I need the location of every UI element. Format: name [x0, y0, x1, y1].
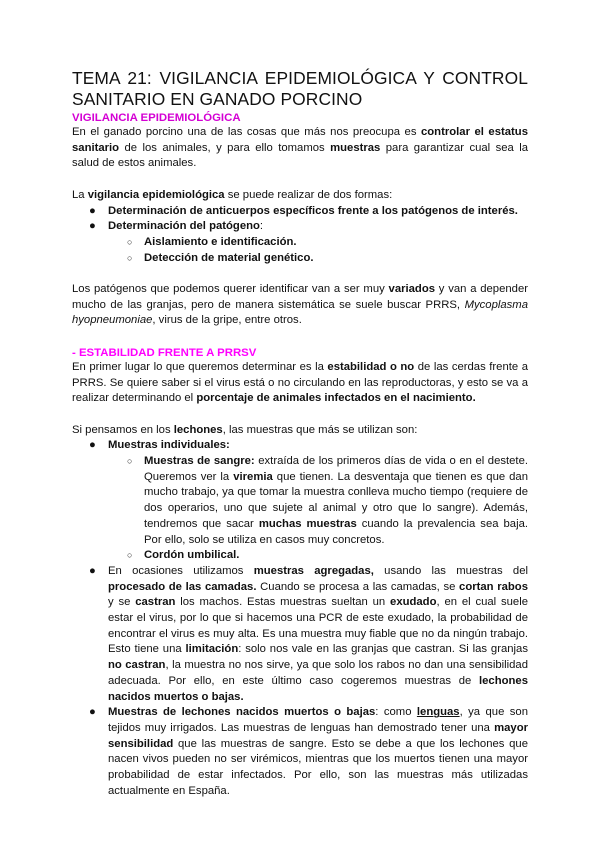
text: , en el cual suele estar el virus, por lo que si hacemos una PCR de este exudado, la probabilidad de encontrar el virus es muy alta. Es una muestra muy fiable que no da ningún trabajo. Esto tiene una [108, 596, 528, 656]
bold-text: controlar el estatus sanitario [72, 126, 528, 154]
bullet-list-formas [72, 204, 528, 267]
bold-text: Muestras individuales: [108, 439, 230, 452]
bold-text: porcentaje de animales infectados en el nacimiento. [196, 392, 476, 405]
bold-text: vigilancia epidemiológica [87, 188, 225, 201]
text: En el ganado porcino una de las cosas que más nos preocupa es [72, 126, 421, 138]
text: para garantizar cual sea la salud de estos animales. [72, 141, 529, 170]
bold-text: limitación [185, 643, 239, 656]
italic-text: Mycoplasma hyopneumoniae [72, 298, 528, 327]
bold-text: Detección de material genético. [144, 251, 314, 264]
bold-text: Cordón umbilical. [144, 549, 240, 562]
sub-list-item [72, 235, 528, 251]
text: que tienen. La desventaja que tienen es que dan mucho trabajo, ya que tomar la muestra conlleva mucho tiempo (requiere de dos operarios, uno que sujete al animal y otro que lo sangre). Además, tendremos que sacar [144, 470, 528, 530]
bold-text: Muestras de lechones nacidos muertos o bajas [108, 706, 376, 719]
text: La [72, 188, 88, 201]
text: los machos. Estas muestras sueltan un [175, 596, 391, 609]
bold-text: muestras [330, 141, 381, 154]
list-item [72, 219, 528, 235]
bold-text: muchas muestras [258, 517, 357, 530]
section-heading-vigilancia: VIGILANCIA EPIDEMIOLÓGICA [72, 112, 241, 124]
bold-text: Determinación del patógeno [108, 220, 260, 233]
text: Si pensamos en los [72, 423, 174, 436]
text: de los animales, y para ello tomamos [119, 141, 331, 154]
bullet-icon: ● [89, 564, 96, 577]
bold-text: castran [135, 596, 176, 609]
text: , las muestras que más se utilizan son: [222, 423, 418, 436]
bullet-icon: ● [89, 204, 96, 217]
bold-text: viremia [233, 470, 273, 483]
text: usando las muestras del [373, 564, 529, 577]
paragraph-intro [72, 125, 528, 172]
text: cuando la prevalencia sea baja. Por ello, solo se utiliza en casos muy concretos. [144, 517, 528, 546]
text: de las cerdas frente a PRRS. Se quiere saber si el virus está o no circulando en las reproductoras, y esto se va a realizar determinando el [72, 360, 528, 405]
bold-text: muestras agregadas, [253, 564, 374, 577]
text: En primer lugar lo que queremos determinar es la [72, 360, 328, 373]
bold-text: Determinación de anticuerpos específicos frente a los patógenos de interés. [108, 204, 518, 217]
sub-list-item [72, 251, 528, 267]
underlined-bold-text: lenguas [416, 706, 460, 719]
list-item [72, 705, 528, 799]
bold-text: Aislamiento e identificación. [144, 235, 297, 248]
circle-bullet-icon: ○ [127, 550, 133, 561]
text: que las muestras de sangre. Esto se debe a que los lechones que nacen vivos pueden no ser virémicos, mientras que los muertos tienen una mayor probabilidad de estar infectados. Por ello, son las muestras más utilizadas actualmente en España. [108, 737, 528, 797]
bold-text: estabilidad o no [327, 360, 415, 373]
list-item [72, 204, 528, 220]
paragraph-patogenos [72, 282, 528, 329]
page-title: TEMA 21: VIGILANCIA EPIDEMIOLÓGICA Y CONTROL SANITARIO EN GANADO PORCINO [72, 68, 528, 109]
text: extraída de los primeros días de vida o en el destete. Queremos ver la [144, 455, 528, 483]
section-heading-prrsv: - ESTABILIDAD FRENTE A PRRSV [72, 346, 257, 359]
bold-text: Muestras de sangre: [144, 455, 255, 467]
text: En ocasiones utilizamos [108, 564, 254, 577]
paragraph-lechones [72, 423, 528, 439]
text: Cuando se procesa a las camadas, se [256, 580, 460, 593]
bullet-list-muestras [72, 438, 528, 799]
text: : [259, 220, 264, 233]
circle-bullet-icon: ○ [127, 456, 133, 466]
text: y se [108, 596, 136, 609]
text: , virus de la gripe, entre otros. [152, 314, 302, 327]
bold-text: variados [388, 283, 436, 295]
text: : solo nos vale en las granjas que castran. Si las granjas [238, 643, 528, 656]
text: Los patógenos que podemos querer identificar van a ser muy [72, 283, 389, 295]
bullet-icon: ● [89, 220, 96, 233]
text: se puede realizar de dos formas: [224, 188, 393, 201]
bold-text: lechones nacidos muertos o bajas. [108, 674, 528, 703]
text: : como [375, 706, 417, 719]
list-item [72, 564, 528, 705]
bullet-icon: ● [89, 706, 96, 719]
paragraph-vigilancia-formas [72, 188, 528, 204]
text: , la muestra no nos sirve, ya que solo los rabos no dan una sensibilidad adecuada. Por ello, en este último caso cogeremos muestras de [108, 659, 528, 687]
sub-list-item [72, 454, 528, 548]
text: y van a depender mucho de las granjas, pero de manera sistemática se suele buscar PRRS, [72, 283, 528, 311]
paragraph-estabilidad [72, 360, 528, 407]
sub-list-item [72, 548, 528, 564]
list-item [72, 438, 528, 454]
text: , ya que son tejidos muy irrigados. Las muestras de lenguas han demostrado tener una [108, 706, 528, 734]
bold-text: cortan rabos [459, 580, 528, 593]
bold-text: exudado [390, 596, 437, 609]
circle-bullet-icon: ○ [127, 236, 133, 247]
bold-text: lechones [173, 423, 223, 436]
bullet-icon: ● [89, 439, 96, 452]
bold-text: mayor sensibilidad [108, 721, 528, 750]
bold-text: procesado de las camadas. [108, 580, 257, 593]
circle-bullet-icon: ○ [127, 252, 133, 263]
document-page [72, 68, 528, 799]
bold-text: no castran [108, 659, 166, 672]
